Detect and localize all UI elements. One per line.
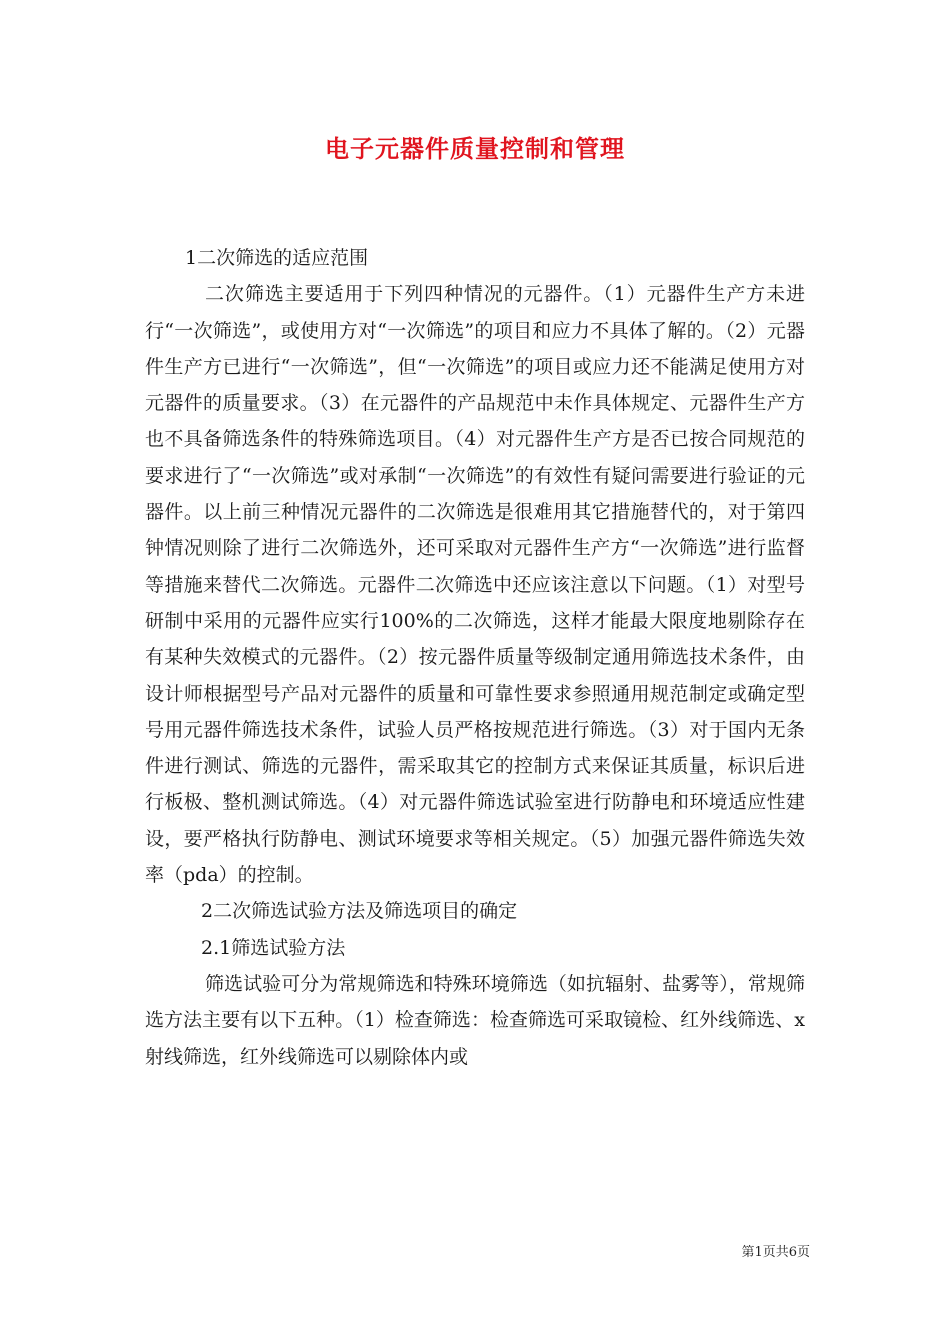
document-body xyxy=(145,240,805,1075)
page-number: 第1页共6页 xyxy=(741,1245,810,1260)
paragraph-2: 筛选试验可分为常规筛选和特殊环境筛选（如抗辐射、盐雾等），常规筛选方法主要有以下五种。（1）检查筛选：检查筛选可采取镜检、红外线筛选、x射线筛选，红外线筛选可以剔除体内或 xyxy=(145,972,805,1068)
paragraph-1: 二次筛选主要适用于下列四种情况的元器件。（1）元器件生产方未进行“一次筛选”，或使用方对“一次筛选”的项目和应力不具体了解的。（2）元器件生产方已进行“一次筛选”，但“一次筛选”的项目或应力还不能满足使用方对元器件的质量要求。（3）在元器件的产品规范中未作具体规定、元器件生产方也不具备筛选条件的特殊筛选项目。（4）对元器件生产方是否已按合同规范的要求进行了“一次筛选”或对承制“一次筛选”的有效性有疑问需要进行验证的元器件。以上前三种情况元器件的二次筛选是很难用其它措施替代的，对于第四钟情况则除了进行二次筛选外，还可采取对元器件生产方“一次筛选”进行监督等措施来替代二次筛选。元器件二次筛选中还应该注意以下问题。（1）对型号研制中采用的元器件应实行100%的二次筛选，这样才能最大限度地剔除存在有某种失效模式的元器件。（2）按元器件质量等级制定通用筛选技术条件，由设计师根据型号产品对元器件的质量和可靠性要求参照通用规范制定或确定型号用元器件筛选技术条件，试验人员严格按规范进行筛选。（3）对于国内无条件进行测试、筛选的元器件，需采取其它的控制方式来保证其质量，标识后进行板极、整机测试筛选。（4）对元器件筛选试验室进行防静电和环境适应性建设，要严格执行防静电、测试环境要求等相关规定。（5）加强元器件筛选失效率（pda）的控制。 xyxy=(145,283,805,887)
section-heading-2: 2二次筛选试验方法及筛选项目的确定 xyxy=(201,900,518,923)
section-heading-1: 1二次筛选的适应范围 xyxy=(185,247,369,269)
document-title: 电子元器件质量控制和管理 xyxy=(325,134,625,163)
section-heading-2-1: 2.1筛选试验方法 xyxy=(201,936,346,959)
